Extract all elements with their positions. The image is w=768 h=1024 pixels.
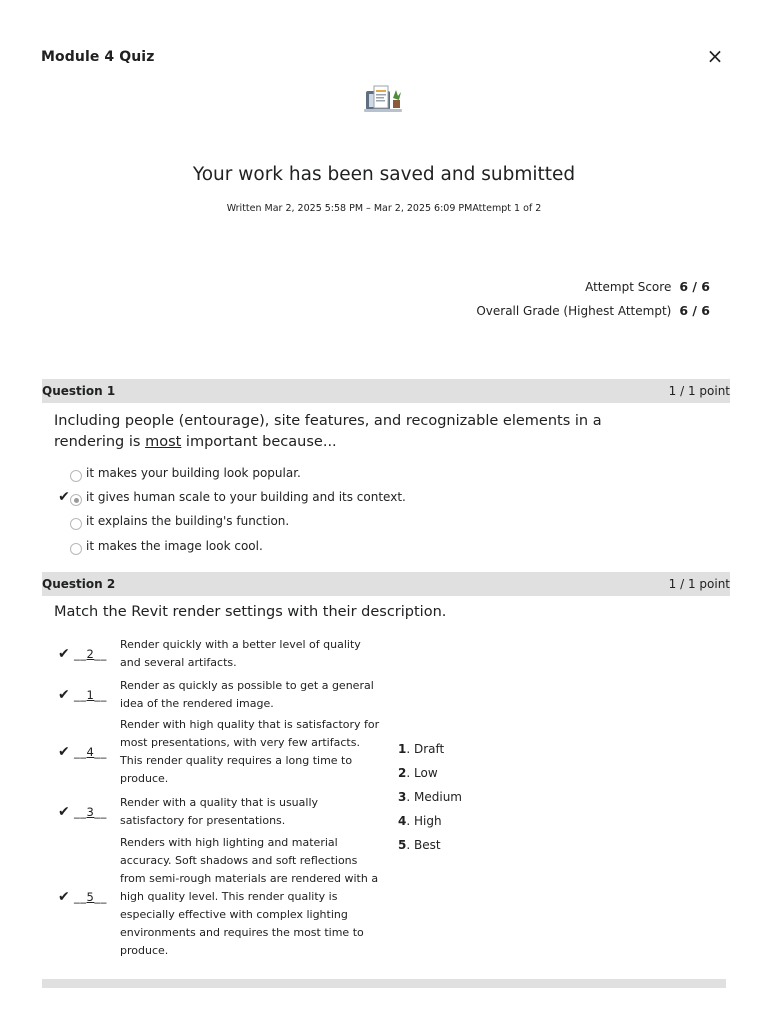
written-time: Written Mar 2, 2025 5:58 PM – Mar 2, 2025 6:09 PM xyxy=(226,203,473,214)
match-description: Render quickly with a better level of quality and several artifacts. xyxy=(120,638,361,669)
checkmark-icon: ✔ xyxy=(58,489,70,505)
overall-grade-label: Overall Grade (Highest Attempt) xyxy=(476,304,672,318)
question-1-label: Question 1 xyxy=(42,384,116,398)
match-description: Render with high quality that is satisfactory for most presentations, with very few artifacts. This render quality requires a long time to produce. xyxy=(120,718,380,785)
attempt-score-row xyxy=(585,279,710,294)
radio-button[interactable] xyxy=(70,518,82,530)
q1-option-label: it makes your building look popular. xyxy=(86,466,301,480)
page-title: Module 4 Quiz xyxy=(41,49,155,65)
attempt-score-label: Attempt Score xyxy=(585,280,672,294)
match-answer: __4__ xyxy=(74,745,107,759)
checkmark-icon: ✔ xyxy=(58,687,70,703)
q1-option[interactable] xyxy=(58,511,289,531)
question-3-header-partial xyxy=(42,979,726,988)
checkmark-icon: ✔ xyxy=(58,804,70,820)
radio-button[interactable] xyxy=(70,470,82,482)
match-choice: 2. Low xyxy=(398,766,438,780)
question-1-text xyxy=(54,411,674,453)
match-answer: __2__ xyxy=(74,647,107,661)
match-answer-value: 1 xyxy=(86,688,95,702)
match-answer-value: 4 xyxy=(86,745,95,759)
match-row xyxy=(58,677,388,713)
match-description: Render as quickly as possible to get a general idea of the rendered image. xyxy=(120,679,374,710)
match-choice: 3. Medium xyxy=(398,790,462,804)
attempt-score-value: 6 / 6 xyxy=(679,279,710,294)
match-choice: 4. High xyxy=(398,814,442,828)
match-answer-value: 2 xyxy=(86,647,95,661)
match-answer: __1__ xyxy=(74,688,107,702)
question-2-points: 1 / 1 point xyxy=(668,577,730,591)
question-1-header xyxy=(42,379,730,403)
match-row xyxy=(58,636,388,672)
radio-button-selected[interactable] xyxy=(70,494,82,506)
submission-meta xyxy=(0,203,768,214)
match-answer-value: 5 xyxy=(86,890,95,904)
match-answer-value: 3 xyxy=(86,805,95,819)
q1-option-selected[interactable] xyxy=(58,487,406,507)
question-2-text: Match the Revit render settings with their description. xyxy=(54,604,447,620)
match-row xyxy=(58,794,388,830)
checkmark-icon: ✔ xyxy=(58,646,70,662)
match-answer: __5__ xyxy=(74,890,107,904)
q1-text-emphasis: most xyxy=(145,434,182,450)
match-description: Render with a quality that is usually satisfactory for presentations. xyxy=(120,796,319,827)
close-icon[interactable]: × xyxy=(706,44,724,68)
submission-headline: Your work has been saved and submitted xyxy=(192,164,576,185)
match-row xyxy=(58,716,388,788)
overall-grade-value: 6 / 6 xyxy=(679,303,710,318)
question-2-label: Question 2 xyxy=(42,577,116,591)
match-choice: 1. Draft xyxy=(398,742,445,756)
q1-option[interactable] xyxy=(58,536,263,556)
match-description: Renders with high lighting and material accuracy. Soft shadows and soft reflections from semi-rough materials are rendered with a high quality level. This render quality is especially effective with complex lighting environments and requires the most time to produce. xyxy=(120,836,379,957)
question-2-header xyxy=(42,572,730,596)
q1-option-label: it gives human scale to your building and its context. xyxy=(86,490,406,504)
radio-button[interactable] xyxy=(70,543,82,555)
q1-option-label: it explains the building's function. xyxy=(86,514,290,528)
q1-text-after: important because... xyxy=(181,434,337,450)
q1-text-before: Including people (entourage), site features, and recognizable elements in a rendering is xyxy=(54,413,602,450)
q1-option-label: it makes the image look cool. xyxy=(86,539,263,553)
match-answer: __3__ xyxy=(74,805,107,819)
attempt-count: Attempt 1 of 2 xyxy=(472,203,542,214)
checkmark-icon: ✔ xyxy=(58,889,70,905)
match-choice-list xyxy=(398,742,462,862)
match-choice: 5. Best xyxy=(398,838,441,852)
question-1-points: 1 / 1 point xyxy=(668,384,730,398)
match-row xyxy=(58,834,388,960)
q1-option[interactable] xyxy=(58,463,301,483)
overall-grade-row xyxy=(476,303,710,318)
checkmark-icon: ✔ xyxy=(58,744,70,760)
submitted-illustration-icon xyxy=(362,84,404,114)
